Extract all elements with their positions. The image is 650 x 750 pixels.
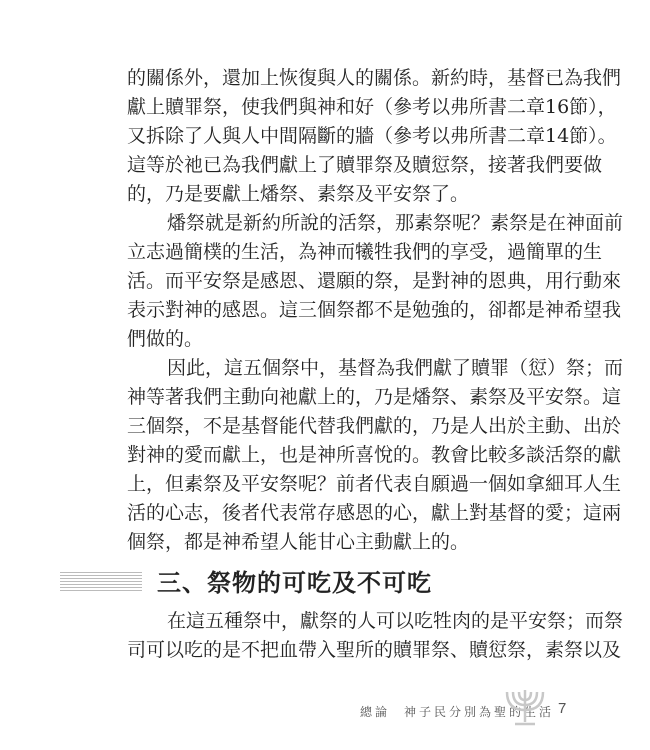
text-line: 活。而平安祭是感恩、還願的祭，是對神的恩典，用行動來 — [127, 270, 622, 292]
text-line: 表示對神的感恩。這三個祭都不是勉強的，卻都是神希望我 — [127, 299, 622, 321]
text-line: 三個祭，不是基督能代替我們獻的，乃是人出於主動、出於 — [127, 415, 622, 437]
text-line: 上，但素祭及平安祭呢？前者代表自願過一個如拿細耳人生 — [127, 473, 622, 495]
text-line: 神等著我們主動向祂獻上的，乃是燔祭、素祭及平安祭。這 — [127, 386, 622, 408]
paragraph-2 — [127, 209, 624, 354]
text-line: 司可以吃的是不把血帶入聖所的贖罪祭、贖愆祭，素祭以及 — [127, 639, 622, 661]
text-line: 立志過簡樸的生活，為神而犧牲我們的享受，過簡單的生 — [127, 241, 603, 263]
heading-decoration — [60, 572, 142, 592]
text-line: 們做的。 — [127, 328, 204, 350]
text-line: 又拆除了人與人中間隔斷的牆（參考以弗所書二章14節）。 — [127, 125, 617, 147]
footer-section: 總論 — [360, 705, 391, 719]
paragraph-3 — [127, 354, 624, 557]
paragraph-1 — [127, 64, 622, 209]
text-line: 這等於祂已為我們獻上了贖罪祭及贖愆祭，接著我們要做 — [127, 154, 603, 176]
text-line: 燔祭就是新約所說的活祭，那素祭呢？素祭是在神面前 — [167, 212, 624, 234]
text-line: 的關係外，還加上恢復與人的關係。新約時，基督已為我們 — [127, 67, 622, 89]
menorah-icon — [503, 688, 547, 728]
section-heading: 三、祭物的可吃及不可吃 — [157, 569, 432, 597]
text-line: 的，乃是要獻上燔祭、素祭及平安祭了。 — [127, 183, 470, 205]
text-line: 個祭，都是神希望人能甘心主動獻上的。 — [127, 531, 470, 553]
text-line: 活的心志，後者代表常存感恩的心，獻上對基督的愛；這兩 — [127, 502, 622, 524]
text-line: 對神的愛而獻上，也是神所喜悅的。教會比較多談活祭的獻 — [127, 444, 622, 466]
paragraph-4 — [127, 607, 624, 665]
footer-title: 神子民分別為聖的生活 — [404, 705, 555, 719]
text-line: 在這五種祭中，獻祭的人可以吃牲肉的是平安祭；而祭 — [167, 610, 624, 632]
page-number: 7 — [558, 700, 567, 717]
text-line: 因此，這五個祭中，基督為我們獻了贖罪（愆）祭；而 — [167, 357, 624, 379]
text-line: 獻上贖罪祭，使我們與神和好（參考以弗所書二章16節）， — [127, 96, 617, 118]
